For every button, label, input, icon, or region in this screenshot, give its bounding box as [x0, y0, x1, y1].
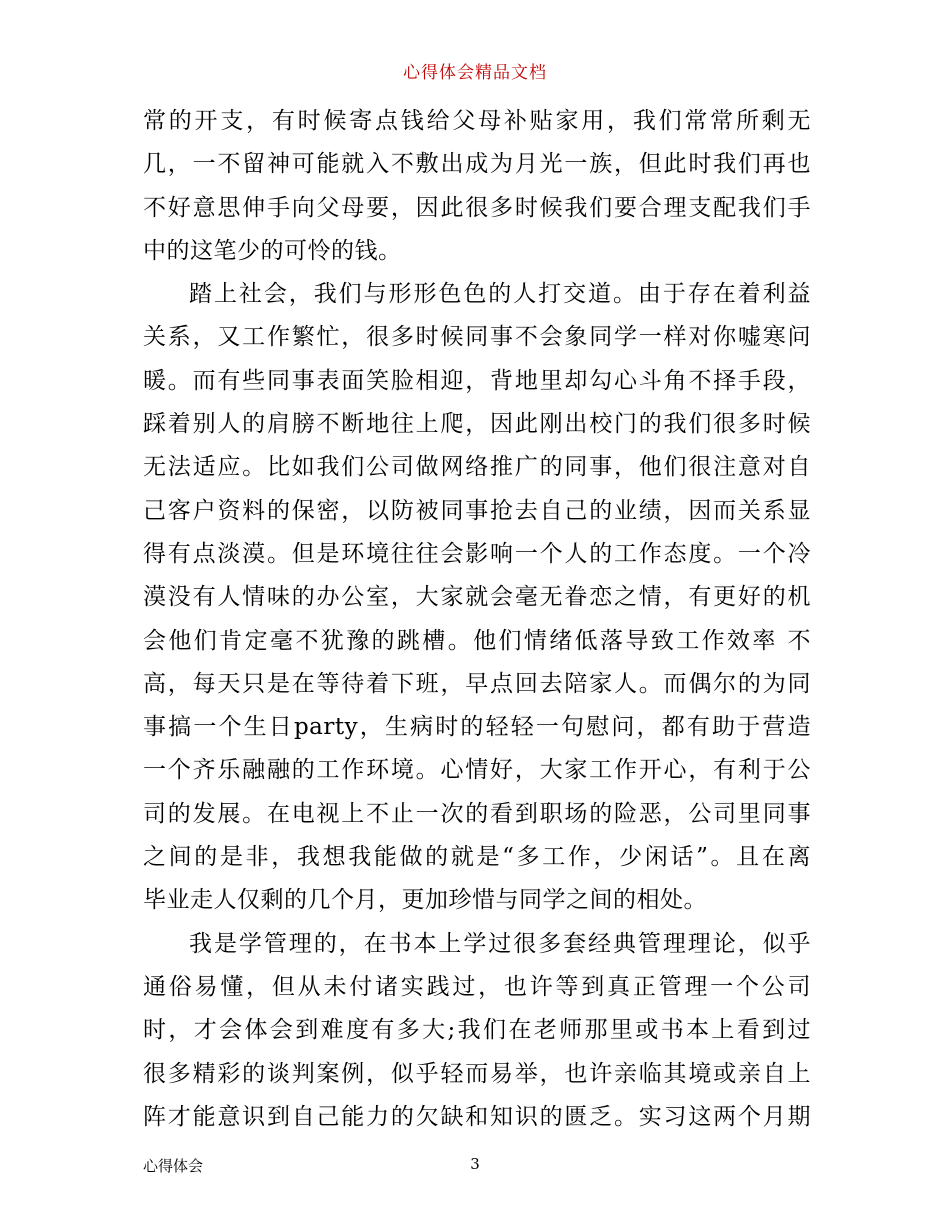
text-line: 得有点淡漠。但是环境往往会影响一个人的工作态度。一个冷	[143, 540, 811, 567]
footer-label: 心得体会	[143, 1157, 204, 1175]
document-body	[143, 100, 811, 1139]
text-line: 之间的是非，我想我能做的就是“多工作，少闲话”。且在离	[143, 844, 811, 871]
text-line: 几，一不留神可能就入不敷出成为月光一族，但此时我们再也	[143, 151, 811, 178]
text-line: 通俗易懂，但从未付诸实践过，也许等到真正管理一个公司	[143, 973, 811, 1000]
text-line: 常的开支，有时候寄点钱给父母补贴家用，我们常常所剩无	[143, 108, 811, 134]
document-header-title: 心得体会精品文档	[403, 63, 547, 83]
text-line: 阵才能意识到自己能力的欠缺和知识的匮乏。实习这两个月期	[143, 1103, 811, 1130]
text-line: 一个齐乐融融的工作环境。心情好，大家工作开心，有利于公	[143, 757, 811, 784]
text-line: 会他们肯定毫不犹豫的跳槽。他们情绪低落导致工作效率 不	[143, 627, 811, 654]
text-line: 时，才会体会到难度有多大;我们在老师那里或书本上看到过	[143, 1017, 811, 1044]
text-line: 无法适应。比如我们公司做网络推广的同事，他们很注意对自	[143, 454, 811, 481]
text-line: 我是学管理的，在书本上学过很多套经典管理理论，似乎	[189, 930, 811, 957]
text-line: 己客户资料的保密，以防被同事抢去自己的业绩，因而关系显	[143, 497, 811, 524]
text-line: 很多精彩的谈判案例，似乎轻而易举，也许亲临其境或亲自上	[143, 1060, 811, 1087]
text-line: 踏上社会，我们与形形色色的人打交道。由于存在着利益	[189, 281, 811, 308]
text-line: 漠没有人情味的办公室，大家就会毫无眷恋之情，有更好的机	[143, 584, 811, 611]
text-line: 事搞一个生日party，生病时的轻轻一句慰问，都有助于营造	[143, 714, 811, 741]
text-line: 不好意思伸手向父母要，因此很多时候我们要合理支配我们手	[143, 194, 811, 221]
text-line: 暖。而有些同事表面笑脸相迎，背地里却勾心斗角不择手段，	[143, 367, 811, 394]
text-line: 毕业走人仅剩的几个月，更加珍惜与同学之间的相处。	[143, 887, 707, 914]
text-line: 司的发展。在电视上不止一次的看到职场的险恶，公司里同事	[143, 800, 811, 827]
text-line: 高，每天只是在等待着下班，早点回去陪家人。而偶尔的为同	[143, 670, 811, 697]
text-line: 踩着别人的肩膀不断地往上爬，因此刚出校门的我们很多时候	[143, 411, 811, 438]
page-number: 3	[470, 1155, 480, 1173]
text-line: 关系，又工作繁忙，很多时候同事不会象同学一样对你嘘寒问	[143, 324, 811, 351]
text-line: 中的这笔少的可怜的钱。	[143, 237, 402, 264]
